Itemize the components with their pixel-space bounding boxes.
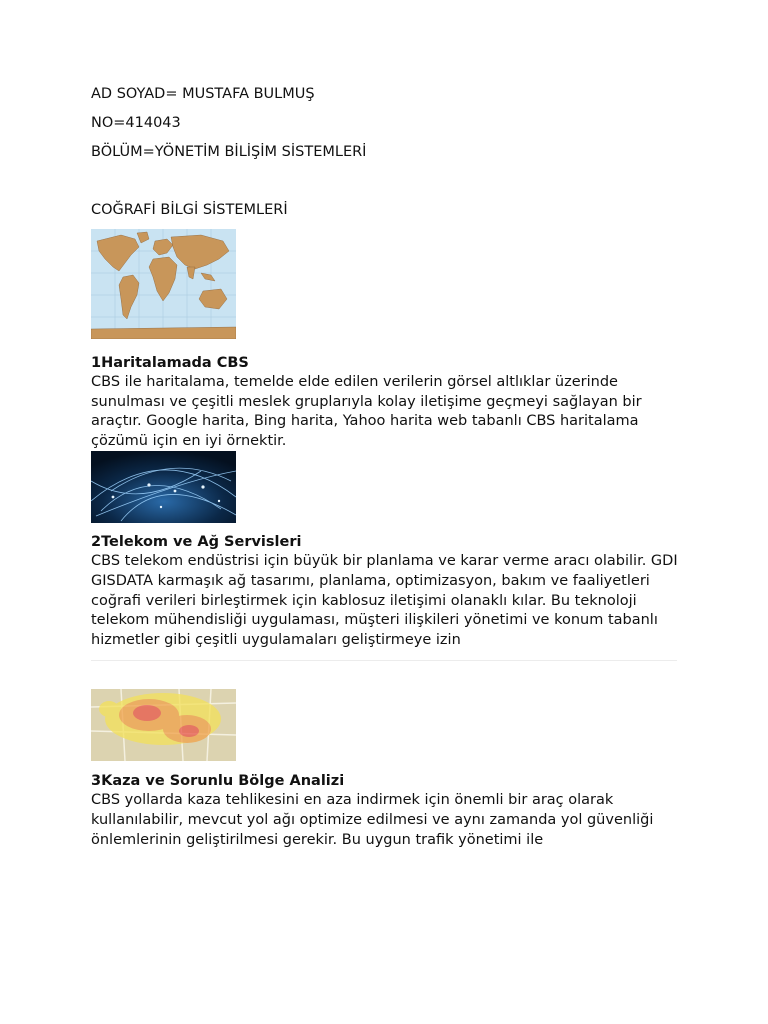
document-title: COĞRAFİ BİLGİ SİSTEMLERİ [91, 202, 288, 218]
section-3-body: CBS yollarda kaza tehlikesini en aza indirmek için önemli bir araç olarak kullanılabilir, mevcut yol ağı optimize edilmesi ve aynı zamanda yol güvenliği önlemlerinin geliştirilmesi gerekir. Bu uygun trafik yönetimi ile [91, 792, 654, 848]
heatmap-graphic [91, 689, 236, 761]
student-name: AD SOYAD= MUSTAFA BULMUŞ [91, 86, 315, 102]
heatmap-image [91, 689, 236, 761]
section-1-heading: 1Haritalamada CBS [91, 355, 249, 371]
section-2-heading: 2Telekom ve Ağ Servisleri [91, 534, 302, 551]
section-3-heading: 3Kaza ve Sorunlu Bölge Analizi [91, 773, 345, 790]
section-2-body: CBS telekom endüstrisi için büyük bir planlama ve karar verme aracı olabilir. GDI GISDATA karmaşık ağ tasarımı, planlama, optimizasyon, bakım ve faaliyetleri coğrafi verileri birleştirmek için kablosuz iletişimi olanaklı kılar. Bu teknoloji telekom mühendisliği uygulaması, müşteri ilişkileri yönetimi ve konum tabanlı hizmetler gibi çeşitli uygulamaları geliştirmeye izin [91, 553, 678, 648]
document-page [91, 84, 681, 850]
section-1-body: CBS ile haritalama, temelde elde edilen verilerin görsel altlıklar üzerinde sunulması ve çeşitli meslek gruplarıyla kolay iletişime geçmeyi sağlayan bir araçtır. Google harita, Bing harita, Yahoo harita web tabanlı CBS haritalama çözümü için en iyi örnektir. [91, 374, 642, 449]
student-department: BÖLÜM=YÖNETİM BİLİŞİM SİSTEMLERİ [91, 144, 367, 160]
student-number: NO=414043 [91, 115, 181, 131]
page-divider [91, 660, 677, 661]
world-map-image [91, 229, 236, 339]
network-globe-graphic [91, 451, 236, 523]
world-map-graphic [91, 229, 236, 339]
network-globe-image [91, 451, 236, 523]
